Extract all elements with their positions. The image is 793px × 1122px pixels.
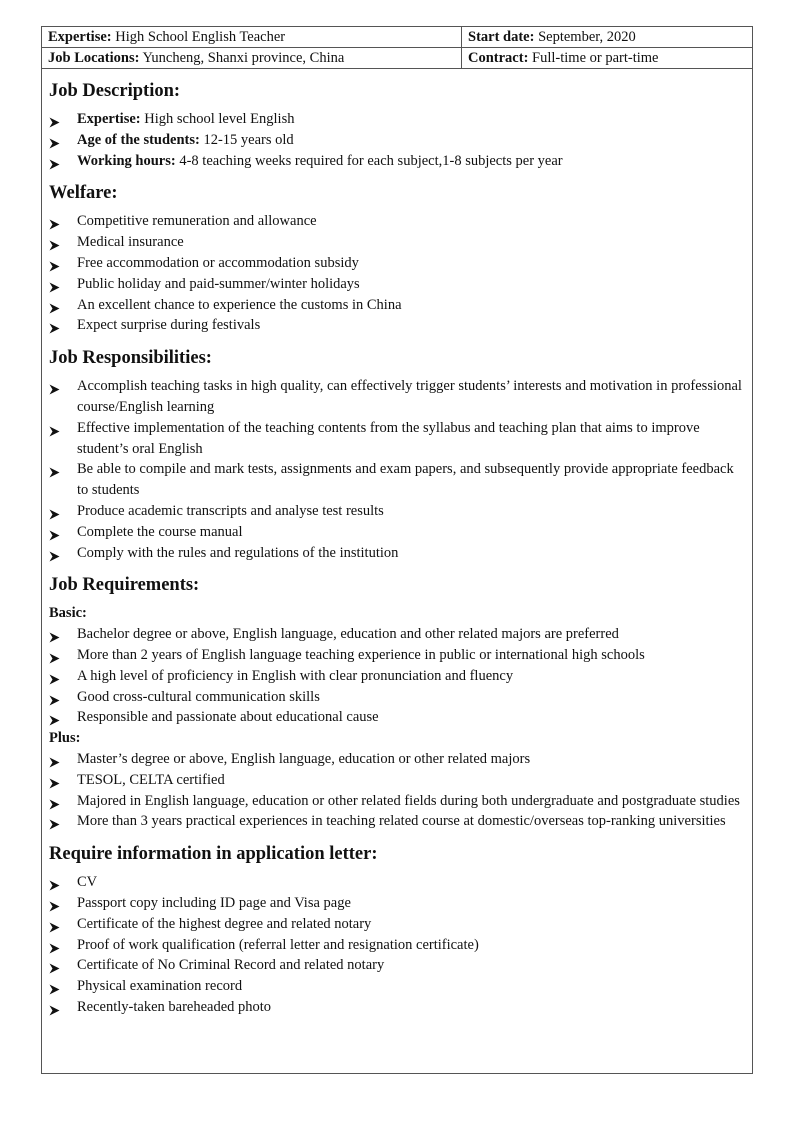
list-item [49, 253, 744, 274]
basic-subheading: Basic: [49, 605, 87, 622]
arrowhead-bullet-icon [49, 1002, 60, 1013]
arrowhead-bullet-icon [49, 671, 60, 682]
arrowhead-bullet-icon [49, 279, 60, 290]
list-item [49, 459, 744, 501]
item-text: High school level English [144, 111, 295, 127]
arrowhead-bullet-icon [49, 237, 60, 248]
list-item [49, 935, 744, 956]
item-text: 4-8 teaching weeks required for each subject,1-8 subjects per year [179, 152, 563, 169]
expertise-cell [42, 27, 462, 48]
list-item [49, 232, 744, 253]
arrowhead-bullet-icon [49, 527, 60, 538]
job-description-section [49, 69, 744, 171]
arrowhead-bullet-icon [49, 548, 60, 559]
arrowhead-bullet-icon [49, 919, 60, 930]
list-item [49, 315, 744, 336]
item-text: Passport copy including ID page and Visa page [77, 894, 351, 911]
list-item [49, 645, 744, 666]
contract-label: Contract: [468, 50, 529, 66]
basic-requirements-list [49, 624, 744, 728]
arrowhead-bullet-icon [49, 258, 60, 269]
list-item [49, 624, 744, 645]
item-text: A high level of proficiency in English with clear pronunciation and fluency [77, 667, 514, 684]
item-text: Good cross-cultural communication skills [77, 688, 320, 705]
item-text: More than 3 years practical experiences in teaching related course at domestic/overseas top-ranking universities [77, 813, 726, 830]
item-text: Be able to compile and mark tests, assignments and exam papers, and subsequently provide appropriate feedback to students [77, 461, 734, 499]
item-text: Certificate of the highest degree and related notary [77, 915, 372, 932]
arrowhead-bullet-icon [49, 712, 60, 723]
item-text: Comply with the rules and regulations of the institution [77, 544, 399, 561]
list-item [49, 543, 744, 564]
list-item [49, 914, 744, 935]
arrowhead-bullet-icon [49, 981, 60, 992]
requirements-section [49, 563, 744, 832]
welfare-section [49, 171, 744, 336]
item-text: Accomplish teaching tasks in high quality, can effectively trigger students’ interests and motivation in professional course/English learning [77, 378, 742, 415]
arrowhead-bullet-icon [49, 135, 60, 146]
arrowhead-bullet-icon [49, 898, 60, 909]
list-item [49, 274, 744, 295]
responsibilities-section [49, 336, 744, 563]
item-text: Effective implementation of the teaching contents from the syllabus and teaching plan that aims to improve student’s oral English [77, 419, 700, 457]
item-text: Expect surprise during festivals [77, 317, 261, 334]
item-text: Master’s degree or above, English language, education or other related majors [77, 750, 531, 767]
list-item [49, 791, 744, 812]
list-item [49, 522, 744, 543]
arrowhead-bullet-icon [49, 464, 60, 475]
application-section [49, 832, 744, 1018]
list-item [49, 770, 744, 791]
item-text: Recently-taken bareheaded photo [77, 998, 272, 1015]
list-item [49, 418, 744, 460]
item-text: 12-15 years old [203, 131, 294, 148]
list-item [49, 707, 744, 728]
arrowhead-bullet-icon [49, 381, 60, 392]
responsibilities-list [49, 376, 744, 563]
item-label: Working hours: [77, 152, 176, 169]
arrowhead-bullet-icon [49, 320, 60, 331]
plus-subheading: Plus: [49, 730, 81, 747]
item-text: TESOL, CELTA certified [77, 771, 225, 788]
arrowhead-bullet-icon [49, 775, 60, 786]
list-item [49, 955, 744, 976]
list-item [49, 501, 744, 522]
start-date-label: Start date: [468, 29, 535, 45]
job-description-heading: Job Description: [49, 81, 181, 101]
welfare-heading: Welfare: [49, 183, 118, 204]
item-text: Physical examination record [77, 978, 243, 995]
arrowhead-bullet-icon [49, 300, 60, 311]
start-date-cell [462, 27, 753, 48]
start-date-value: September, 2020 [538, 29, 636, 45]
arrowhead-bullet-icon [49, 754, 60, 765]
item-text: Majored in English language, education or other related fields during both undergraduate and postgraduate studies [77, 792, 740, 809]
item-text: Competitive remuneration and allowance [77, 213, 317, 230]
list-item [49, 295, 744, 316]
list-item [49, 376, 744, 418]
list-item [49, 666, 744, 687]
item-text: Produce academic transcripts and analyse test results [77, 502, 384, 519]
list-item [49, 749, 744, 770]
item-text: Proof of work qualification (referral letter and resignation certificate) [77, 936, 479, 953]
arrowhead-bullet-icon [49, 506, 60, 517]
list-item [49, 211, 744, 232]
arrowhead-bullet-icon [49, 114, 60, 125]
job-posting-document [41, 26, 753, 1074]
plus-requirements-list [49, 749, 744, 832]
responsibilities-heading: Job Responsibilities: [49, 348, 212, 369]
contract-cell [462, 48, 753, 69]
list-item [49, 872, 744, 893]
list-item [49, 151, 744, 172]
application-list [49, 872, 744, 1018]
arrowhead-bullet-icon [49, 423, 60, 434]
requirements-heading: Job Requirements: [49, 575, 200, 596]
arrowhead-bullet-icon [49, 216, 60, 227]
expertise-value: High School English Teacher [115, 29, 286, 45]
arrowhead-bullet-icon [49, 629, 60, 640]
item-text: An excellent chance to experience the customs in China [77, 296, 402, 313]
item-text: Complete the course manual [77, 523, 243, 540]
welfare-list [49, 211, 744, 336]
arrowhead-bullet-icon [49, 692, 60, 703]
item-text: Free accommodation or accommodation subsidy [77, 254, 359, 271]
document-body [42, 69, 752, 1018]
arrowhead-bullet-icon [49, 877, 60, 888]
list-item [49, 893, 744, 914]
info-row-2 [42, 48, 752, 69]
job-description-list [49, 109, 744, 171]
arrowhead-bullet-icon [49, 650, 60, 661]
location-label: Job Locations: [48, 50, 140, 66]
job-info-table [42, 27, 752, 69]
list-item [49, 109, 744, 130]
contract-value: Full-time or part-time [532, 50, 659, 66]
location-value: Yuncheng, Shanxi province, China [142, 50, 345, 66]
item-text: CV [77, 874, 98, 891]
arrowhead-bullet-icon [49, 940, 60, 951]
item-text: Medical insurance [77, 234, 184, 251]
arrowhead-bullet-icon [49, 960, 60, 971]
application-heading: Require information in application letter: [49, 844, 378, 865]
list-item [49, 130, 744, 151]
item-text: Bachelor degree or above, English language, education and other related majors are preferred [77, 626, 619, 643]
item-text: Responsible and passionate about educational cause [77, 709, 379, 726]
item-text: More than 2 years of English language teaching experience in public or international high schools [77, 646, 645, 663]
item-text: Public holiday and paid-summer/winter holidays [77, 275, 360, 292]
arrowhead-bullet-icon [49, 816, 60, 827]
arrowhead-bullet-icon [49, 796, 60, 807]
expertise-label: Expertise: [48, 29, 112, 45]
item-text: Certificate of No Criminal Record and related notary [77, 957, 385, 974]
item-label: Expertise: [77, 111, 141, 127]
location-cell [42, 48, 462, 69]
item-label: Age of the students: [77, 131, 200, 148]
list-item [49, 811, 744, 832]
list-item [49, 687, 744, 708]
list-item [49, 997, 744, 1018]
info-row-1 [42, 27, 752, 48]
list-item [49, 976, 744, 997]
arrowhead-bullet-icon [49, 156, 60, 167]
